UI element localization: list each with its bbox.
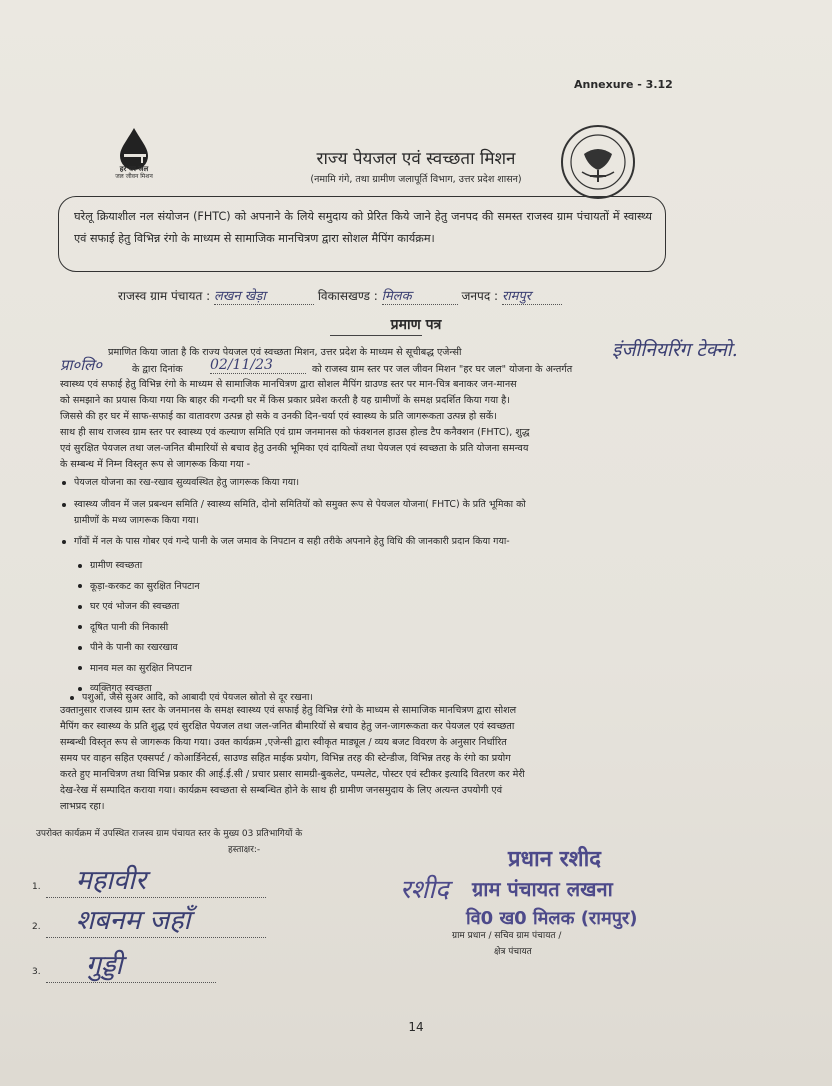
bullet-text-continued: ग्रामीणों के मध्य जागरूक किया गया। (74, 515, 199, 526)
bullet-text: स्वास्थ्य जीवन में जल प्रबन्धन समिति / स्वास्थ्य समिति, दोनो समितियों को समुक्त रूप से पेयजल योजना( FHTC) के प्रति भूमिका को (74, 499, 526, 510)
district-label: जनपद : (461, 289, 499, 303)
participant-signature-row (32, 900, 282, 938)
sub-item (78, 558, 200, 579)
signature-number: 1. (32, 882, 41, 892)
bullet-text: गाँवों में नल के पास गोबर एवं गन्दे पानी के जल जमाव के निपटान व सही तरीके अपनाने हेतु विधि की जानकारी प्रदान किया गया- (74, 536, 510, 547)
para1-line1: प्रमाणित किया जाता है कि राज्य पेयजल एवं स्वच्छता मिशन, उत्तर प्रदेश के माध्यम से सूचीबद्ध एजेन्सी (108, 347, 462, 358)
bullet-icon (78, 646, 82, 650)
annexure-label: Annexure - 3.12 (574, 78, 673, 91)
para1-line8: के सम्बन्ध में निम्न विस्तृत रूप से जागरूक किया गया - (60, 459, 251, 470)
sub-item-text: पीने के पानी का रखरखाव (90, 642, 178, 653)
signature-number: 2. (32, 922, 41, 932)
para1-line7: एवं सुरक्षित पेयजल तथा जल-जनित बीमारियों से बचाव हेतु उनकी भूमिका एवं दायित्वों तथा पेयजल एवं स्वच्छता के प्रति योजना समन्वय (60, 443, 529, 454)
designation-line1: ग्राम प्रधान / सचिव ग्राम पंचायत / (452, 931, 562, 941)
signatures-label: हस्ताक्षर:- (228, 845, 261, 855)
bullet-icon (62, 540, 66, 544)
sub-item-text: मानव मल का सुरक्षित निपटान (90, 662, 192, 674)
logo-caption-sub: जल जीवन मिशन (115, 173, 153, 180)
sub-item (78, 599, 200, 620)
bullet-icon (62, 481, 66, 485)
district-value: रामपुर (502, 286, 562, 305)
certificate-title-underline (330, 335, 422, 336)
agency-name-handwritten: इंजीनियरिंग टेक्नो. (612, 339, 738, 361)
bullet-icon (78, 605, 82, 609)
sub-item (78, 579, 200, 600)
program-date: 02/11/23 (210, 357, 306, 374)
sub-item-text: ग्रामीण स्वच्छता (90, 560, 143, 571)
bullet-icon (70, 696, 74, 700)
para1-line3: स्वास्थ्य एवं सफाई हेतु विभिन्न रंगो के माध्यम से सामाजिक मानचित्रण द्वारा सोशल मैपिंग ग्राउण्ड स्तर पर मान-चित्र बनाकर जन-मानस (60, 379, 517, 390)
bullet-item (70, 690, 313, 703)
sub-item (78, 640, 200, 661)
para1-by-date-label: के द्वारा दिनांक (132, 364, 183, 375)
participant-signature: शबनम जहाँ (46, 900, 266, 938)
signature-number: 3. (32, 967, 41, 977)
para2-line1: उक्तानुसार राजस्व ग्राम स्तर के जनमानस के समक्ष स्वास्थ्य एवं सफाई हेतु विभिन्न रंगो के माध्यम से सामाजिक मानचित्रण द्वारा सोशल (60, 705, 517, 716)
pradhan-signature: रशीद (400, 875, 449, 905)
sub-list (78, 558, 200, 702)
participant-signature: महावीर (46, 860, 266, 898)
para2-line5: करते हुए मानचित्रण तथा विभिन्न प्रकार की आई.ई.सी / प्रचार प्रसार सामग्री-बुकलेट, पम्पलेट, पोस्टर एवं स्टीकर इत्यादि वितरण कर मेरी (60, 769, 525, 780)
bullet-icon (78, 584, 82, 588)
header-subtitle: (नमामि गंगे, तथा ग्रामीण जलापूर्ति विभाग, उत्तर प्रदेश शासन) (310, 174, 522, 185)
sub-item-text: व्यक्तिगत स्वच्छता (90, 683, 152, 694)
bullet-text: पेयजल योजना का रख-रखाव सुव्यवस्थित हेतु जागरूक किया गया। (74, 477, 300, 488)
bullet-item (62, 475, 299, 488)
sub-item (78, 661, 200, 682)
bullet-icon (78, 625, 82, 629)
gram-panchayat-value: लखन खेड़ा (214, 286, 314, 305)
para1-line5: जिससे की हर घर में साफ-सफाई का वातावरण उत्पन्न हो सके व उनकी दिन-चर्या एवं स्वास्थ्य के प्रति जागरूकता उत्पन्न हो सकें। (60, 411, 497, 422)
header-title: राज्य पेयजल एवं स्वच्छता मिशन (316, 149, 516, 169)
para2-line4: समय पर वाहन सहित एक्सपर्ट / कोआर्डिनेटर्स, साउण्ड सहित माईक प्रयोग, विभिन्न तरह की स्टेन्डीज, विभिन्न तरह के रंगो का प्रयोग (60, 753, 511, 764)
bullet-icon (78, 564, 82, 568)
pvt-ltd-handwritten: प्रा०लि० (60, 356, 103, 374)
pradhan-stamp-line2: ग्राम पंचायत लखना (472, 877, 613, 901)
para2-line6: देख-रेख में सम्पादित कराया गया। कार्यक्रम स्वच्छता से सम्बन्धित होने के साथ ही ग्रामीण जनसमुदाय के लिए अत्यन्त उपयोगी एवं (60, 785, 503, 796)
logo-caption-main: हर घर जल (119, 165, 149, 173)
page-number: 14 (408, 1020, 424, 1034)
para2-line2: मैपिंग कर स्वास्थ्य के प्रति शुद्ध एवं सुरक्षित पेयजल तथा जल-जनित बीमारियों से बचाव हेतु जन-जागरूकता कर पेयजल एवं स्वच्छता (60, 721, 515, 732)
participant-signature: गुड्डी (46, 945, 216, 983)
certificate-title: प्रमाण पत्र (390, 317, 442, 333)
sub-item-text: घर एवं भोजन की स्वच्छता (90, 601, 180, 612)
para1-line2: को राजस्व ग्राम स्तर पर जल जीवन मिशन "हर घर जल" योजना के अन्तर्गत (312, 364, 573, 375)
participants-note: उपरोक्त कार्यक्रम में उपस्थित राजस्व ग्राम पंचायत स्तर के मुख्य 03 प्रतिभागियों के (36, 829, 303, 839)
para2-line7: लाभप्रद रहा। (60, 801, 105, 812)
bullet-item (62, 534, 510, 547)
pradhan-stamp-line1: प्रधान रशीद (508, 847, 601, 872)
bullet-icon (78, 666, 82, 670)
sub-item-text: दूषित पानी की निकासी (90, 621, 169, 633)
bullet-icon (62, 503, 66, 507)
sub-item (78, 620, 200, 641)
pradhan-stamp-line3: वि0 ख0 मिलक (रामपुर) (466, 908, 638, 929)
para2-line3: सम्बन्धी विस्तृत रूप से जागरूक किया गया। उक्त कार्यक्रम ,एजेन्सी द्वारा स्वीकृत माड्यूल / व्यय बजट विवरण के अनुसार निर्धारित (60, 737, 507, 748)
participant-signature-row (32, 860, 272, 898)
block-label: विकासखण्ड : (317, 289, 378, 303)
program-title-text: घरेलू क्रियाशील नल संयोजन (FHTC) को अपनाने के लिये समुदाय को प्रेरित किये जाने हेतु जनपद की समस्त राजस्व ग्राम पंचायतों में स्वास्थ्य एवं सफाई हेतु विभिन्न रंगो के माध्यम से सामाजिक मानचित्रण द्वारा सोशल मैपिंग कार्यक्रम। (74, 210, 652, 245)
participant-signature-row (32, 945, 272, 983)
para1-line4: को समझाने का प्रयास किया गया कि बाहर की गन्दगी घर में किस प्रकार प्रवेश करती है यह ग्रामीणों के समक्ष प्रदर्शित किया गया है। (60, 395, 510, 406)
bullet-item (62, 497, 526, 510)
para1-line6: साथ ही साथ राजस्व ग्राम स्तर पर स्वास्थ्य एवं कल्याण समिति एवं ग्राम जनमानस को फंक्शनल हाउस होल्ड टैप कनैक्शन (FHTC), शुद्ध (60, 427, 530, 438)
designation-line2: क्षेत्र पंचायत (494, 947, 532, 957)
gram-panchayat-label: राजस्व ग्राम पंचायत : (118, 289, 211, 303)
location-fields (118, 286, 562, 305)
block-value: मिलक (382, 286, 458, 305)
bullet-text: पशुओं, जैसे सुअर आदि, को आबादी एवं पेयजल स्रोतो से दूर रखना। (82, 692, 313, 703)
sub-item-text: कूड़ा-करकट का सुरक्षित निपटान (90, 580, 200, 592)
